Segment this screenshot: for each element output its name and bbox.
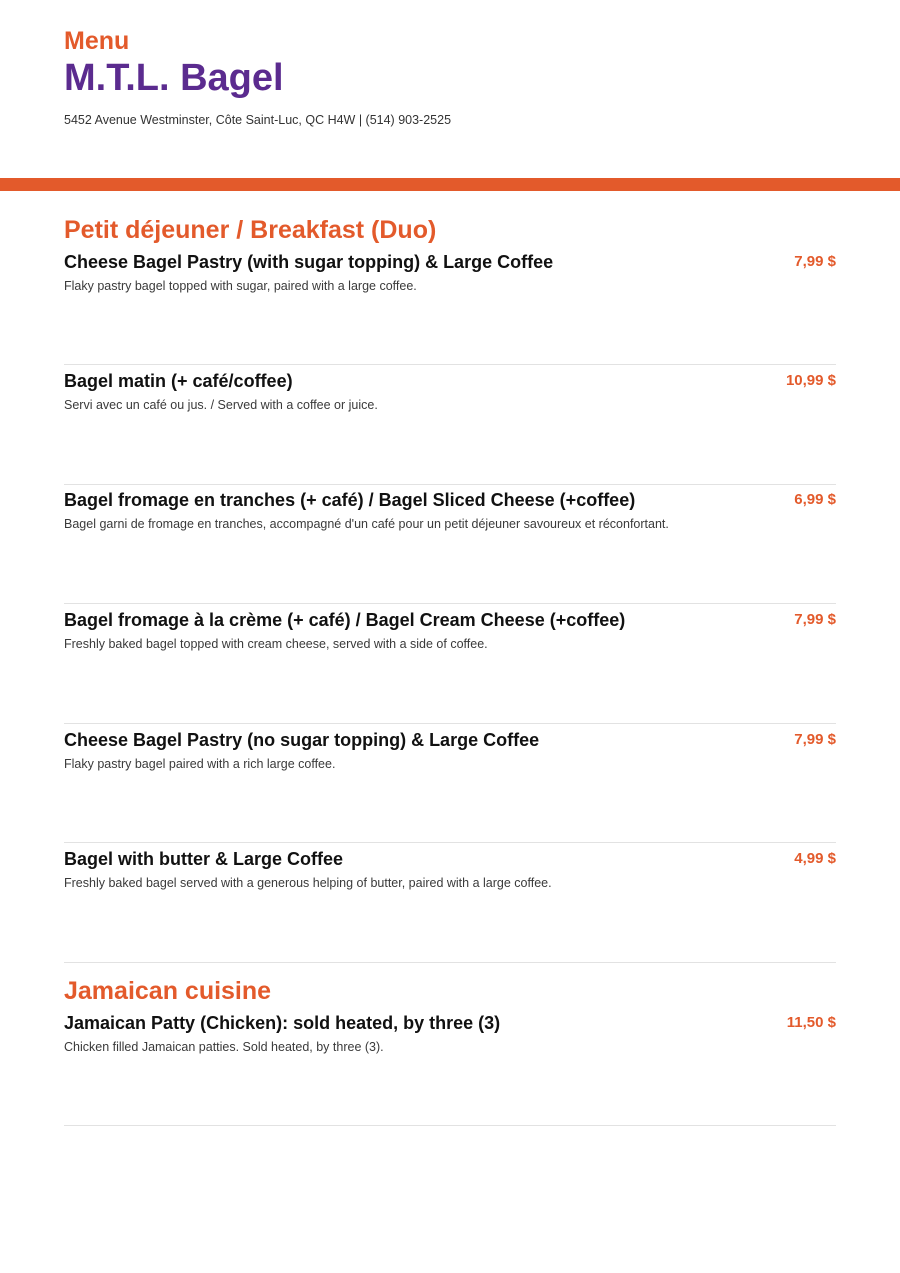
- item-description: Chicken filled Jamaican patties. Sold heated, by three (3).: [64, 1040, 384, 1054]
- menu-label: Menu: [64, 27, 130, 55]
- divider: [64, 962, 836, 963]
- item-name: Bagel fromage en tranches (+ café) / Bagel Sliced Cheese (+coffee): [64, 490, 636, 510]
- item-description: Servi avec un café ou jus. / Served with a coffee or juice.: [64, 398, 378, 412]
- item-description: Flaky pastry bagel topped with sugar, paired with a large coffee.: [64, 279, 417, 293]
- divider: [64, 1125, 836, 1126]
- item-name: Jamaican Patty (Chicken): sold heated, by three (3): [64, 1013, 501, 1033]
- divider: [64, 723, 836, 724]
- item-price: 7,99 $: [794, 253, 836, 270]
- item-price: 10,99 $: [785, 372, 836, 389]
- item-price: 6,99 $: [794, 491, 836, 508]
- divider: [64, 603, 836, 604]
- item-price: 11,50 $: [786, 1014, 836, 1031]
- item-name: Bagel matin (+ café/coffee): [64, 371, 293, 391]
- item-name: Cheese Bagel Pastry (no sugar topping) & Large Coffee: [64, 730, 540, 750]
- item-description: Freshly baked bagel topped with cream cheese, served with a side of coffee.: [64, 637, 488, 651]
- section-title-jamaican: Jamaican cuisine: [64, 977, 272, 1005]
- menu-header: [64, 26, 836, 128]
- restaurant-name: M.T.L. Bagel: [64, 57, 284, 99]
- item-name: Bagel fromage à la crème (+ café) / Bagel Cream Cheese (+coffee): [64, 610, 626, 630]
- section-title-breakfast: Petit déjeuner / Breakfast (Duo): [64, 216, 437, 244]
- item-price: 4,99 $: [794, 850, 836, 867]
- item-price: 7,99 $: [794, 731, 836, 748]
- item-description: Freshly baked bagel served with a generous helping of butter, paired with a large coffee.: [64, 876, 552, 890]
- item-name: Cheese Bagel Pastry (with sugar topping) & Large Coffee: [64, 252, 554, 272]
- divider: [64, 364, 836, 365]
- restaurant-address: 5452 Avenue Westminster, Côte Saint-Luc, QC H4W | (514) 903-2525: [64, 113, 452, 127]
- item-description: Flaky pastry bagel paired with a rich large coffee.: [64, 757, 336, 771]
- item-price: 7,99 $: [794, 611, 836, 628]
- divider: [64, 484, 836, 485]
- divider: [64, 842, 836, 843]
- item-description: Bagel garni de fromage en tranches, accompagné d'un café pour un petit déjeuner savoureux et réconfortant.: [64, 517, 669, 531]
- item-name: Bagel with butter & Large Coffee: [64, 849, 344, 869]
- accent-bar: [0, 178, 900, 191]
